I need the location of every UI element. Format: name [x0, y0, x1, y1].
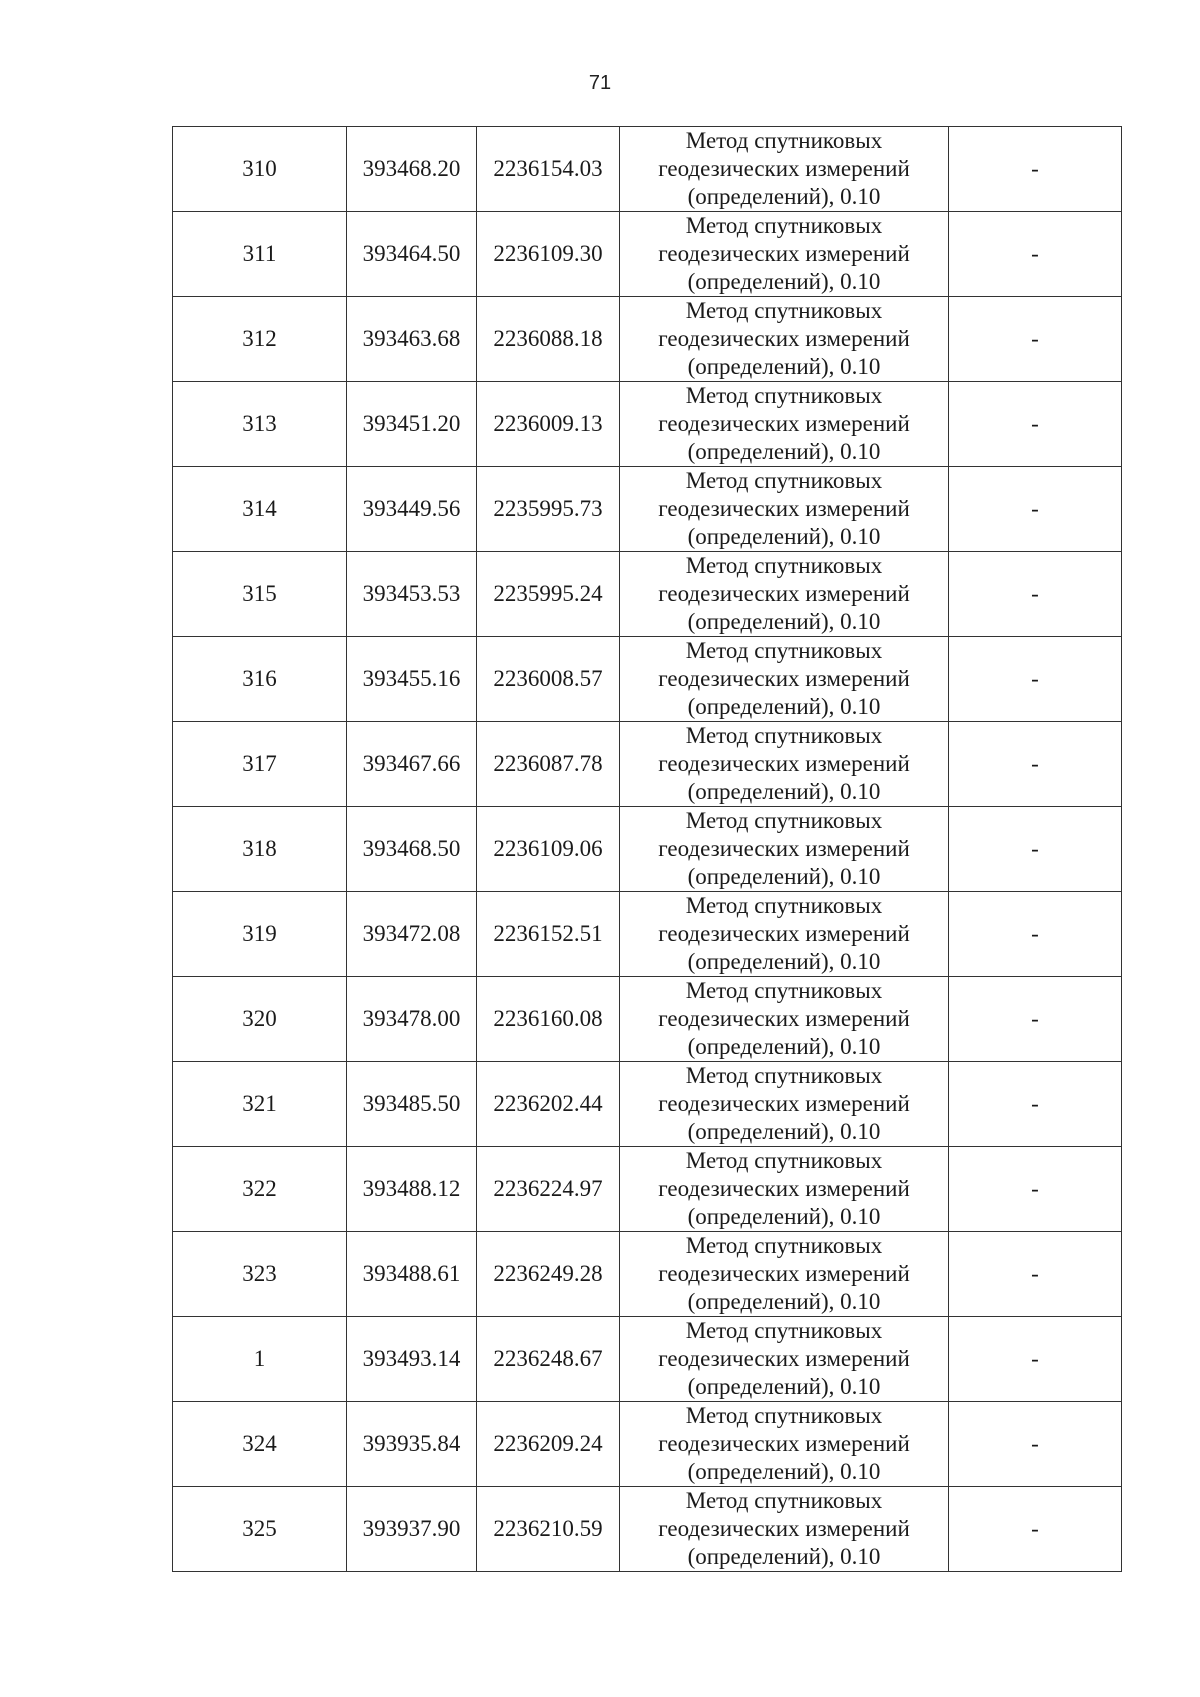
y-coordinate-cell: 2236224.97 — [477, 1147, 620, 1232]
y-coordinate-cell: 2236109.06 — [477, 807, 620, 892]
method-line: Метод спутниковых — [685, 468, 883, 493]
method-cell — [620, 1232, 949, 1317]
method-line: геодезических измерений — [658, 1431, 910, 1456]
x-coordinate-cell: 393468.50 — [347, 807, 477, 892]
method-line: (определений), 0.10 — [687, 609, 881, 634]
y-coordinate-cell: 2236152.51 — [477, 892, 620, 977]
method-line: Метод спутниковых — [685, 893, 883, 918]
method-line: геодезических измерений — [658, 1176, 910, 1201]
table-row — [173, 297, 1122, 382]
y-coordinate-cell: 2235995.73 — [477, 467, 620, 552]
point-number-cell: 314 — [173, 467, 347, 552]
note-cell: - — [949, 722, 1122, 807]
method-line: (определений), 0.10 — [687, 694, 881, 719]
method-cell — [620, 637, 949, 722]
method-line: геодезических измерений — [658, 836, 910, 861]
point-number-cell: 321 — [173, 1062, 347, 1147]
table-row — [173, 467, 1122, 552]
coordinates-table-body — [173, 127, 1122, 1572]
method-line: (определений), 0.10 — [687, 439, 881, 464]
point-number-cell: 318 — [173, 807, 347, 892]
x-coordinate-cell: 393488.61 — [347, 1232, 477, 1317]
method-line: (определений), 0.10 — [687, 269, 881, 294]
y-coordinate-cell: 2236154.03 — [477, 127, 620, 212]
y-coordinate-cell: 2236249.28 — [477, 1232, 620, 1317]
method-line: Метод спутниковых — [685, 553, 883, 578]
method-cell — [620, 552, 949, 637]
method-line: Метод спутниковых — [685, 383, 883, 408]
note-cell: - — [949, 977, 1122, 1062]
table-row — [173, 1402, 1122, 1487]
method-cell — [620, 382, 949, 467]
method-line: (определений), 0.10 — [687, 524, 881, 549]
method-cell — [620, 212, 949, 297]
method-line: геодезических измерений — [658, 751, 910, 776]
note-cell: - — [949, 127, 1122, 212]
method-line: (определений), 0.10 — [687, 1034, 881, 1059]
x-coordinate-cell: 393455.16 — [347, 637, 477, 722]
method-cell — [620, 977, 949, 1062]
method-line: Метод спутниковых — [685, 1403, 883, 1428]
table-row — [173, 382, 1122, 467]
x-coordinate-cell: 393468.20 — [347, 127, 477, 212]
method-cell — [620, 892, 949, 977]
y-coordinate-cell: 2235995.24 — [477, 552, 620, 637]
method-line: Метод спутниковых — [685, 723, 883, 748]
method-cell — [620, 1317, 949, 1402]
point-number-cell: 324 — [173, 1402, 347, 1487]
x-coordinate-cell: 393937.90 — [347, 1487, 477, 1572]
note-cell: - — [949, 212, 1122, 297]
method-line: (определений), 0.10 — [687, 184, 881, 209]
y-coordinate-cell: 2236109.30 — [477, 212, 620, 297]
table-row — [173, 1487, 1122, 1572]
method-line: Метод спутниковых — [685, 128, 883, 153]
note-cell: - — [949, 807, 1122, 892]
y-coordinate-cell: 2236209.24 — [477, 1402, 620, 1487]
point-number-cell: 317 — [173, 722, 347, 807]
x-coordinate-cell: 393467.66 — [347, 722, 477, 807]
method-cell — [620, 1147, 949, 1232]
method-line: Метод спутниковых — [685, 1318, 883, 1343]
method-cell — [620, 127, 949, 212]
x-coordinate-cell: 393463.68 — [347, 297, 477, 382]
table-row — [173, 1232, 1122, 1317]
method-line: (определений), 0.10 — [687, 1204, 881, 1229]
x-coordinate-cell: 393478.00 — [347, 977, 477, 1062]
method-line: Метод спутниковых — [685, 1148, 883, 1173]
method-cell — [620, 1487, 949, 1572]
method-line: Метод спутниковых — [685, 978, 883, 1003]
method-cell — [620, 1062, 949, 1147]
method-cell — [620, 467, 949, 552]
note-cell: - — [949, 1062, 1122, 1147]
method-line: (определений), 0.10 — [687, 1459, 881, 1484]
method-line: геодезических измерений — [658, 1006, 910, 1031]
method-line: геодезических измерений — [658, 411, 910, 436]
method-line: Метод спутниковых — [685, 808, 883, 833]
method-line: Метод спутниковых — [685, 638, 883, 663]
x-coordinate-cell: 393449.56 — [347, 467, 477, 552]
method-line: (определений), 0.10 — [687, 1289, 881, 1314]
note-cell: - — [949, 637, 1122, 722]
note-cell: - — [949, 467, 1122, 552]
table-row — [173, 127, 1122, 212]
method-line: (определений), 0.10 — [687, 1544, 881, 1569]
method-line: Метод спутниковых — [685, 1233, 883, 1258]
y-coordinate-cell: 2236248.67 — [477, 1317, 620, 1402]
method-line: геодезических измерений — [658, 326, 910, 351]
point-number-cell: 325 — [173, 1487, 347, 1572]
x-coordinate-cell: 393472.08 — [347, 892, 477, 977]
x-coordinate-cell: 393451.20 — [347, 382, 477, 467]
method-line: Метод спутниковых — [685, 1063, 883, 1088]
method-cell — [620, 807, 949, 892]
method-line: (определений), 0.10 — [687, 779, 881, 804]
method-line: (определений), 0.10 — [687, 1119, 881, 1144]
method-line: геодезических измерений — [658, 496, 910, 521]
point-number-cell: 320 — [173, 977, 347, 1062]
point-number-cell: 323 — [173, 1232, 347, 1317]
point-number-cell: 311 — [173, 212, 347, 297]
y-coordinate-cell: 2236210.59 — [477, 1487, 620, 1572]
method-line: (определений), 0.10 — [687, 354, 881, 379]
table-row — [173, 892, 1122, 977]
method-line: (определений), 0.10 — [687, 864, 881, 889]
table-row — [173, 1147, 1122, 1232]
method-line: геодезических измерений — [658, 1261, 910, 1286]
y-coordinate-cell: 2236009.13 — [477, 382, 620, 467]
y-coordinate-cell: 2236087.78 — [477, 722, 620, 807]
point-number-cell: 310 — [173, 127, 347, 212]
note-cell: - — [949, 552, 1122, 637]
point-number-cell: 316 — [173, 637, 347, 722]
method-line: Метод спутниковых — [685, 1488, 883, 1513]
method-line: геодезических измерений — [658, 241, 910, 266]
y-coordinate-cell: 2236008.57 — [477, 637, 620, 722]
method-cell — [620, 297, 949, 382]
point-number-cell: 319 — [173, 892, 347, 977]
method-line: Метод спутниковых — [685, 298, 883, 323]
x-coordinate-cell: 393485.50 — [347, 1062, 477, 1147]
x-coordinate-cell: 393488.12 — [347, 1147, 477, 1232]
method-line: (определений), 0.10 — [687, 949, 881, 974]
point-number-cell: 313 — [173, 382, 347, 467]
point-number-cell: 1 — [173, 1317, 347, 1402]
note-cell: - — [949, 382, 1122, 467]
note-cell: - — [949, 1487, 1122, 1572]
method-line: геодезических измерений — [658, 921, 910, 946]
note-cell: - — [949, 1402, 1122, 1487]
method-cell — [620, 722, 949, 807]
x-coordinate-cell: 393453.53 — [347, 552, 477, 637]
table-row — [173, 1317, 1122, 1402]
note-cell: - — [949, 892, 1122, 977]
table-row — [173, 1062, 1122, 1147]
table-row — [173, 212, 1122, 297]
method-line: геодезических измерений — [658, 581, 910, 606]
method-line: геодезических измерений — [658, 666, 910, 691]
y-coordinate-cell: 2236088.18 — [477, 297, 620, 382]
y-coordinate-cell: 2236160.08 — [477, 977, 620, 1062]
table-row — [173, 552, 1122, 637]
x-coordinate-cell: 393493.14 — [347, 1317, 477, 1402]
note-cell: - — [949, 1317, 1122, 1402]
table-row — [173, 722, 1122, 807]
table-row — [173, 807, 1122, 892]
note-cell: - — [949, 1147, 1122, 1232]
note-cell: - — [949, 1232, 1122, 1317]
y-coordinate-cell: 2236202.44 — [477, 1062, 620, 1147]
method-line: (определений), 0.10 — [687, 1374, 881, 1399]
method-line: геодезических измерений — [658, 1091, 910, 1116]
point-number-cell: 322 — [173, 1147, 347, 1232]
note-cell: - — [949, 297, 1122, 382]
method-cell — [620, 1402, 949, 1487]
method-line: геодезических измерений — [658, 1346, 910, 1371]
point-number-cell: 312 — [173, 297, 347, 382]
table-row — [173, 637, 1122, 722]
method-line: геодезических измерений — [658, 156, 910, 181]
method-line: геодезических измерений — [658, 1516, 910, 1541]
x-coordinate-cell: 393464.50 — [347, 212, 477, 297]
point-number-cell: 315 — [173, 552, 347, 637]
method-line: Метод спутниковых — [685, 213, 883, 238]
table-row — [173, 977, 1122, 1062]
x-coordinate-cell: 393935.84 — [347, 1402, 477, 1487]
page-number: 71 — [588, 72, 612, 94]
coordinates-table — [172, 126, 1122, 1572]
